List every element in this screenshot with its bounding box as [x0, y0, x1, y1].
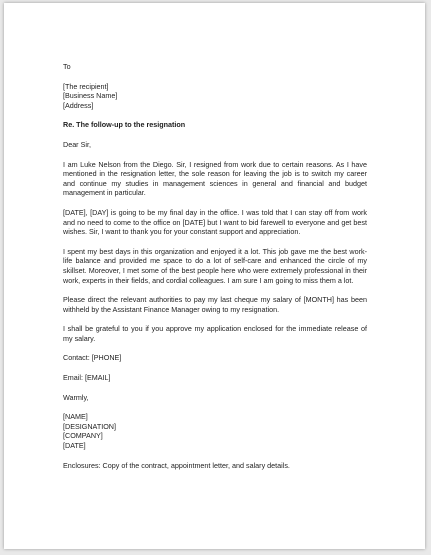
body-paragraph-4: Please direct the relevant authorities to pay my last cheque my salary of [MONTH] has been withheld by the Assistant Finance Manager owing to my resignation.: [63, 295, 367, 314]
signature-designation: [DESIGNATION]: [63, 421, 116, 431]
signature-name: [NAME]: [63, 412, 88, 422]
signature-company: [COMPANY]: [63, 431, 103, 441]
body-paragraph-2: [DATE], [DAY] is going to be my final day in the office. I was told that I can stay off from work and no need to come to the office on [DATE] but I want to bid farewell to everyone and get best wishes. Sir, I want to thank you for your constant support and appreciation.: [63, 207, 367, 237]
closing-line: Warmly,: [63, 392, 89, 402]
recipient-block: [63, 82, 367, 111]
email-line: Email: [EMAIL]: [63, 373, 111, 383]
letter-page: [4, 3, 425, 549]
enclosures-line: Enclosures: Copy of the contract, appointment letter, and salary details.: [63, 460, 290, 470]
to-label: To: [63, 62, 71, 71]
recipient-name: [The recipient]: [63, 81, 109, 91]
signature-block: [63, 412, 367, 450]
contact-line: Contact: [PHONE]: [63, 353, 122, 363]
body-paragraph-1: I am Luke Nelson from the Diego. Sir, I resigned from work due to certain reasons. As I have mentioned in the resignation letter, the sole reason for leaving the job is to switch my career and continue my studies in management sciences in general and financial and budget management in particular.: [63, 159, 367, 198]
recipient-business: [Business Name]: [63, 91, 118, 101]
subject-line: Re. The follow-up to the resignation: [63, 120, 186, 130]
body-paragraph-3: I spent my best days in this organization and enjoyed it a lot. This job gave me the best work-life balance and provided me space to do a lot of self-care and enhanced the circle of my skillset. Moreover, I met some of the best people here who were extremely professional in their work, experts in their fields, and cordial colleagues. I am sure I am going to miss them a lot.: [63, 246, 367, 285]
body-paragraph-5: I shall be grateful to you if you approve my application enclosed for the immediate release of my salary.: [63, 324, 367, 343]
signature-date: [DATE]: [63, 441, 86, 451]
recipient-address: [Address]: [63, 100, 94, 110]
salutation: Dear Sir,: [63, 139, 91, 149]
